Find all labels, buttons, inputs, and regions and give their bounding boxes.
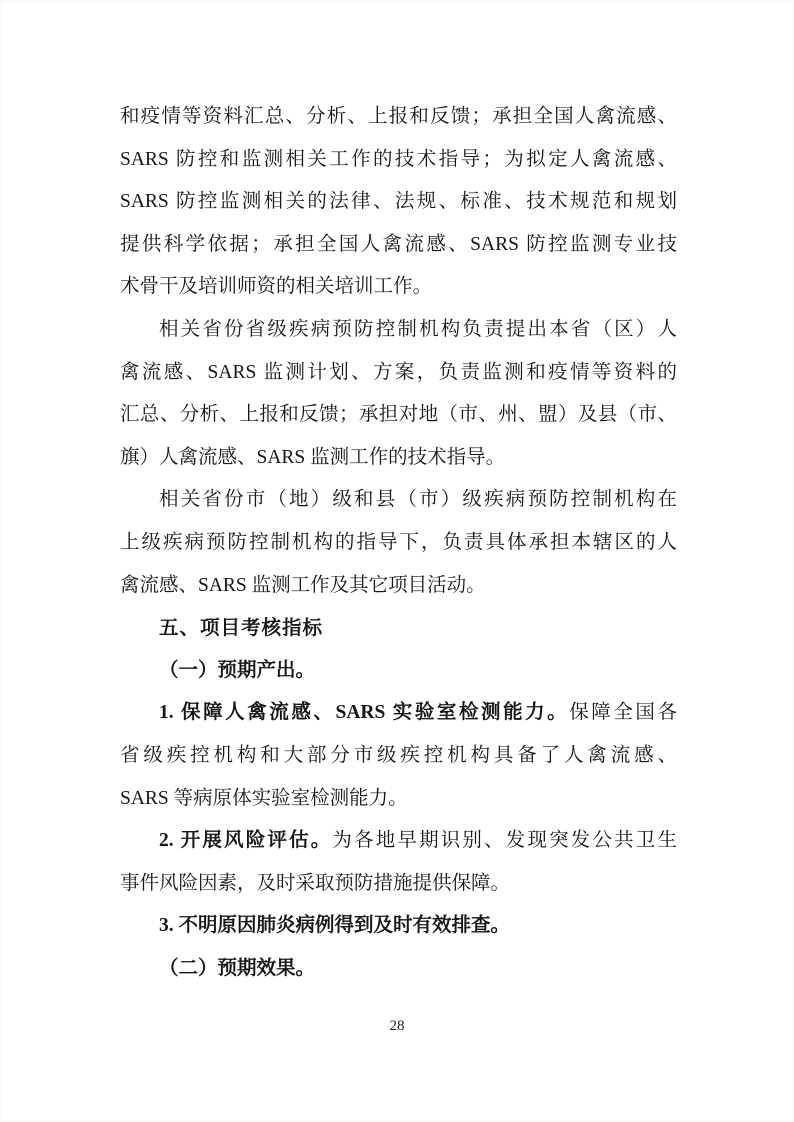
item-lab-detection-capacity xyxy=(120,692,677,735)
text-line: 相关省份市（地）级和县（市）级疾病预防控制机构在 xyxy=(159,489,677,511)
item-number-title: 2. 开展风险评估。 xyxy=(159,830,333,852)
heading-project-assessment-indicators: 五、项目考核指标 xyxy=(159,617,324,640)
item-pneumonia-screening: 3. 不明原因肺炎病例得到及时有效排查。 xyxy=(159,915,511,937)
text-line: 相关省份省级疾病预防控制机构负责提出本省（区）人 xyxy=(159,318,677,340)
subheading-expected-output: （一）预期产出。 xyxy=(159,659,316,681)
document-body xyxy=(120,96,677,990)
item-body-text: 保障全国各 xyxy=(569,702,677,724)
text-line: SARS 防控监测相关的法律、法规、标准、技术规范和规划 xyxy=(120,191,677,213)
text-line: 提供科学依据；承担全国人禽流感、SARS 防控监测专业技 xyxy=(120,233,677,255)
text-line: SARS 等病原体实验室检测能力。 xyxy=(120,787,408,809)
item-body-text: 为各地早期识别、发现突发公共卫生 xyxy=(332,830,677,852)
text-line: 禽流感、SARS 监测工作及其它项目活动。 xyxy=(120,574,486,596)
text-line: 汇总、分析、上报和反馈；承担对地（市、州、盟）及县（市、 xyxy=(120,404,677,426)
text-line: 禽流感、SARS 监测计划、方案，负责监测和疫情等资料的 xyxy=(120,361,677,383)
text-line: 事件风险因素，及时采取预防措施提供保障。 xyxy=(120,872,511,894)
page-number: 28 xyxy=(389,1018,405,1034)
text-line: SARS 防控和监测相关工作的技术指导；为拟定人禽流感、 xyxy=(120,148,677,170)
text-line: 术骨干及培训师资的相关培训工作。 xyxy=(120,276,433,298)
text-line: 上级疾病预防控制机构的指导下，负责具体承担本辖区的人 xyxy=(120,531,677,553)
text-line: 和疫情等资料汇总、分析、上报和反馈；承担全国人禽流感、 xyxy=(120,106,677,127)
text-line: 旗）人禽流感、SARS 监测工作的技术指导。 xyxy=(120,446,506,468)
text-line: 省级疾控机构和大部分市级疾控机构具备了人禽流感、 xyxy=(120,744,677,766)
subheading-expected-effect: （二）预期效果。 xyxy=(159,957,316,979)
item-number-title: 1. 保障人禽流感、SARS 实验室检测能力。 xyxy=(159,702,570,724)
item-risk-assessment xyxy=(120,820,677,863)
